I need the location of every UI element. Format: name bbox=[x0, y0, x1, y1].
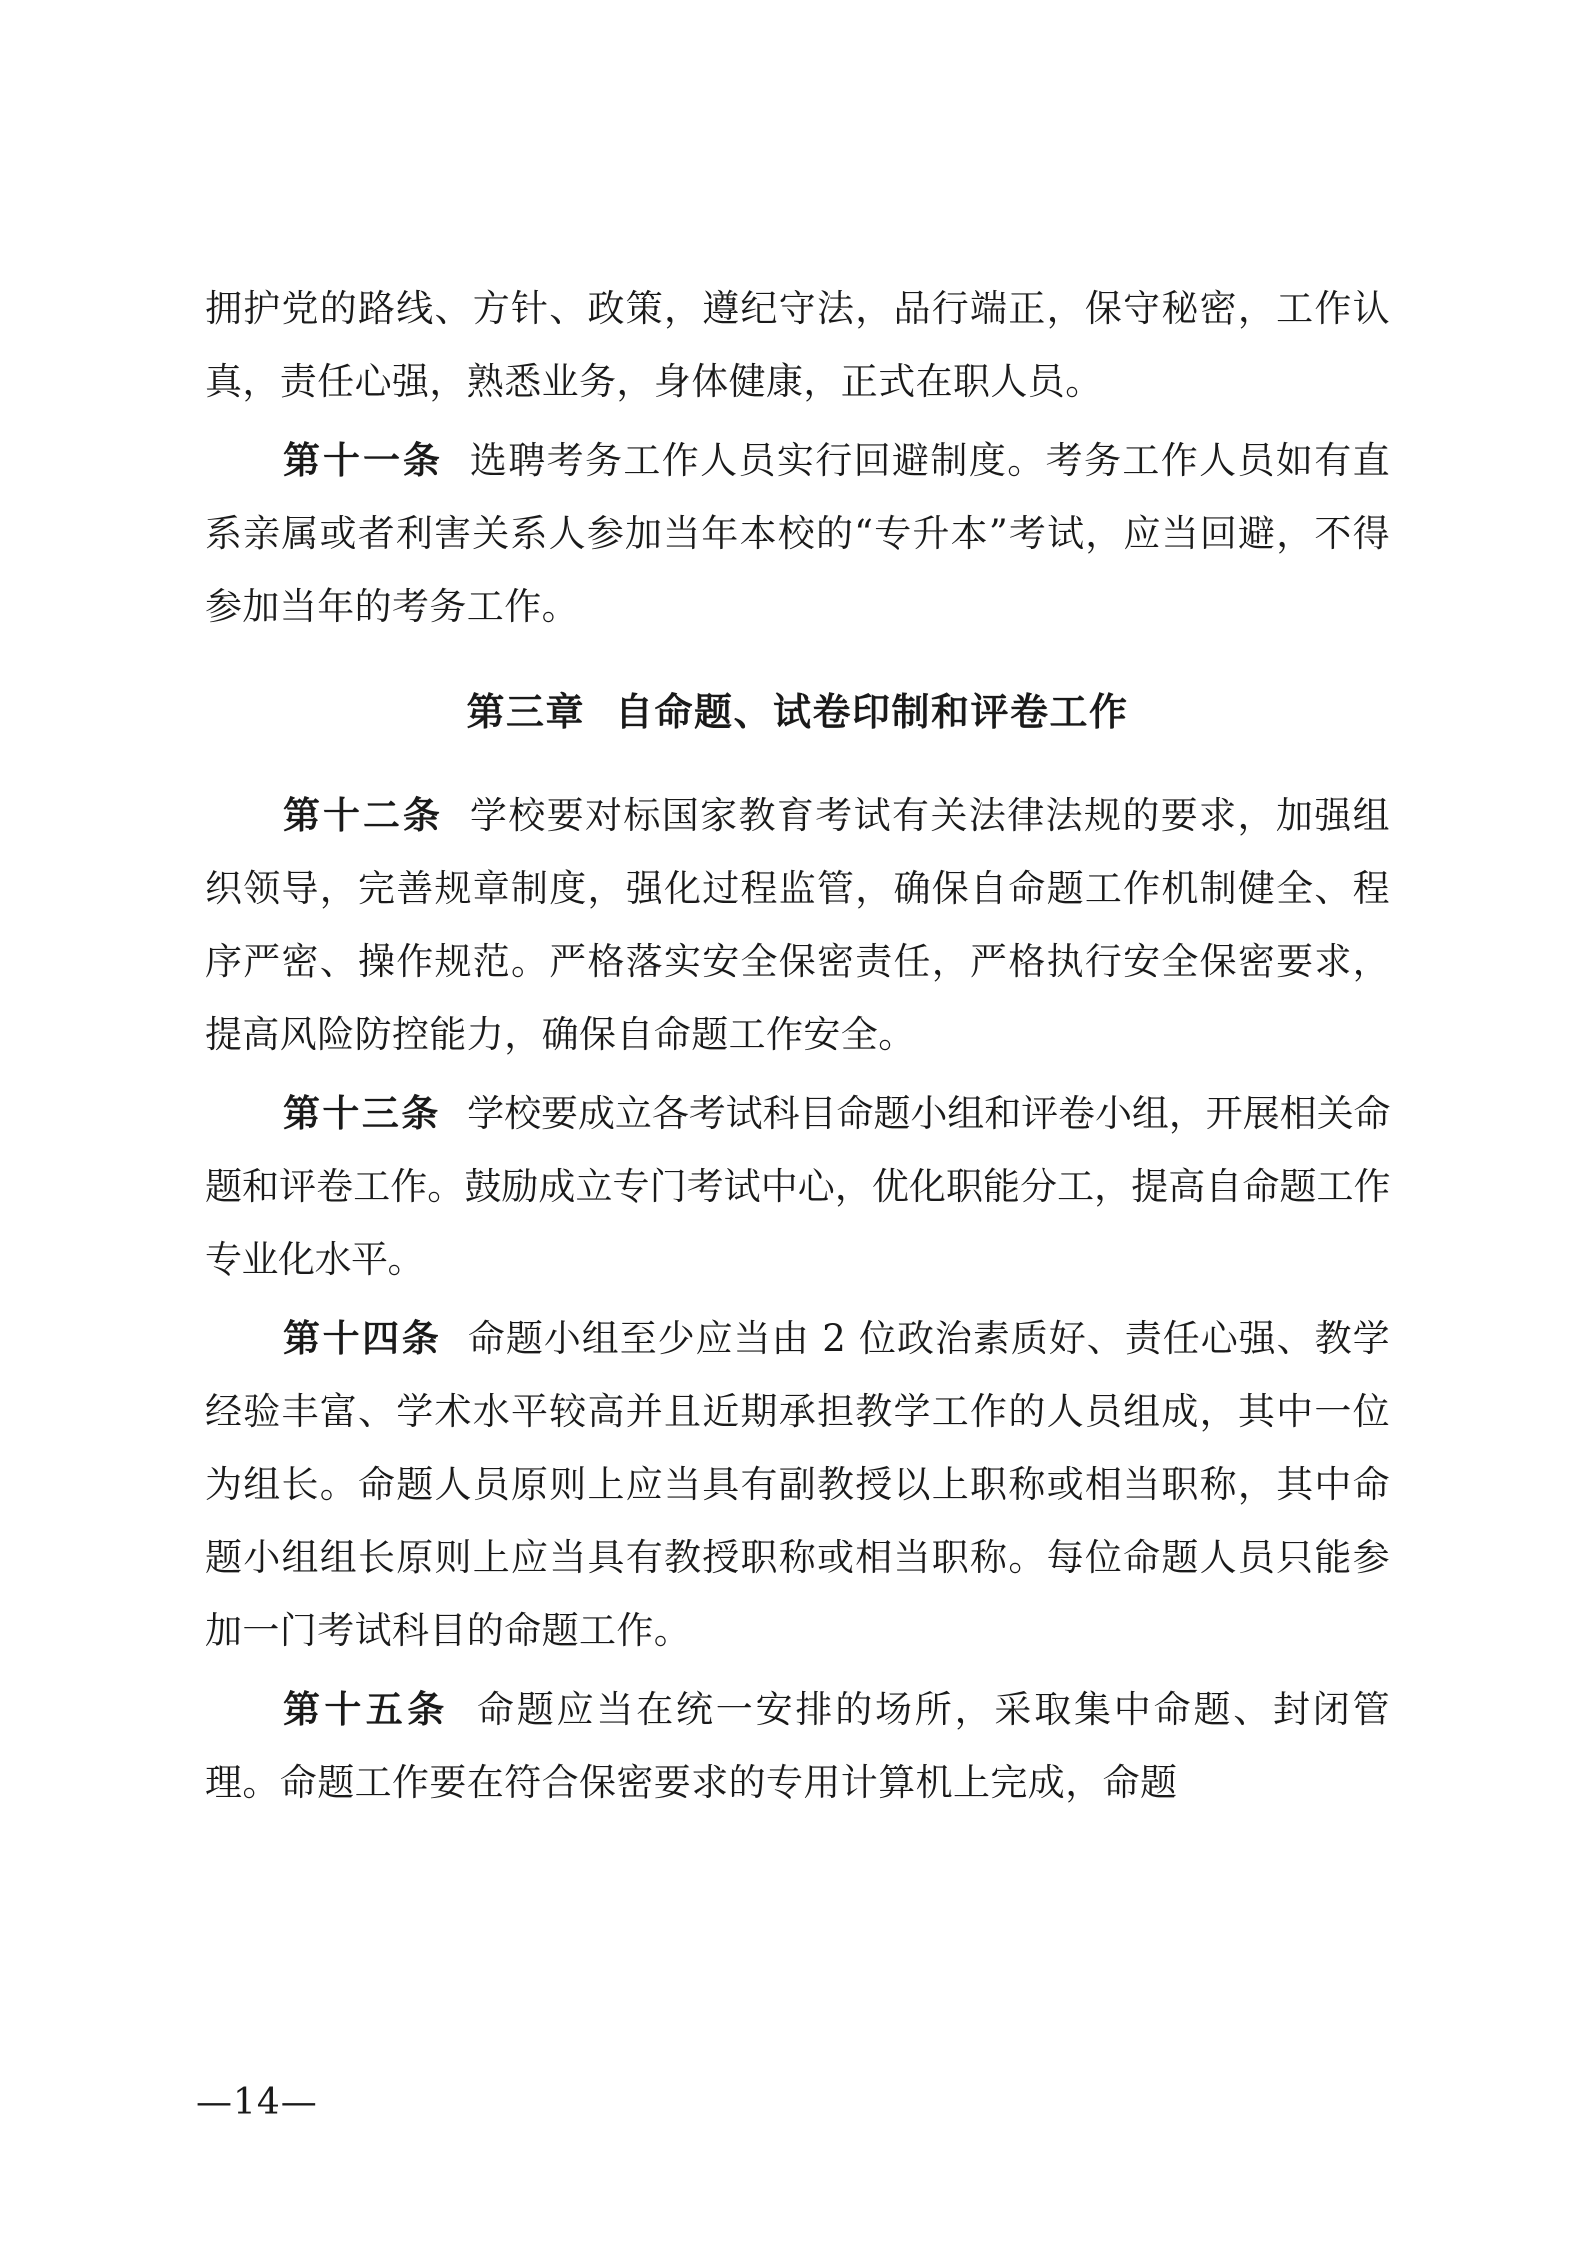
chapter-title: 自命题、试卷印制和评卷工作 bbox=[615, 692, 1129, 734]
article-14-paragraph bbox=[205, 1302, 1390, 1667]
article-15-paragraph bbox=[205, 1673, 1390, 1819]
article-14-label: 第十四条 bbox=[283, 1316, 442, 1360]
article-15-text: 命题应当在统一安排的场所，采取集中命题、封闭管理。命题工作要在符合保密要求的专用计算机上完成，命题 bbox=[205, 1688, 1391, 1804]
article-12-label: 第十二条 bbox=[283, 793, 443, 837]
page-number: —14— bbox=[196, 2082, 318, 2123]
article-13-label: 第十三条 bbox=[283, 1091, 441, 1135]
chapter-heading bbox=[205, 677, 1390, 749]
paragraph-text: 拥护党的路线、方针、政策，遵纪守法，品行端正，保守秘密，工作认真，责任心强，熟悉业务，身体健康，正式在职人员。 bbox=[205, 287, 1390, 403]
chapter-number: 第三章 bbox=[466, 692, 585, 734]
article-11-label: 第十一条 bbox=[283, 438, 443, 482]
document-body bbox=[205, 272, 1390, 1825]
article-13-text: 学校要成立各考试科目命题小组和评卷小组，开展相关命题和评卷工作。鼓励成立专门考试中心，优化职能分工，提高自命题工作专业化水平。 bbox=[205, 1092, 1391, 1281]
article-11-text: 选聘考务工作人员实行回避制度。考务工作人员如有直系亲属或者利害关系人参加当年本校的“专升本”考试，应当回避，不得参加当年的考务工作。 bbox=[205, 439, 1390, 628]
article-14-text: 命题小组至少应当由 2 位政治素质好、责任心强、教学经验丰富、学术水平较高并且近期承担教学工作的人员组成，其中一位为组长。命题人员原则上应当具有副教授以上职称或相当职称，其中命题小组组长原则上应当具有教授职称或相当职称。每位命题人员只能参加一门考试科目的命题工作。 bbox=[205, 1317, 1390, 1652]
article-12-paragraph bbox=[205, 779, 1390, 1071]
article-15-label: 第十五条 bbox=[283, 1687, 449, 1731]
paragraph-continuation bbox=[205, 272, 1390, 418]
article-13-paragraph bbox=[205, 1077, 1390, 1296]
article-11-paragraph bbox=[205, 424, 1390, 643]
article-12-text: 学校要对标国家教育考试有关法律法规的要求，加强组织领导，完善规章制度，强化过程监管，确保自命题工作机制健全、程序严密、操作规范。严格落实安全保密责任，严格执行安全保密要求，提高风险防控能力，确保自命题工作安全。 bbox=[205, 794, 1390, 1056]
